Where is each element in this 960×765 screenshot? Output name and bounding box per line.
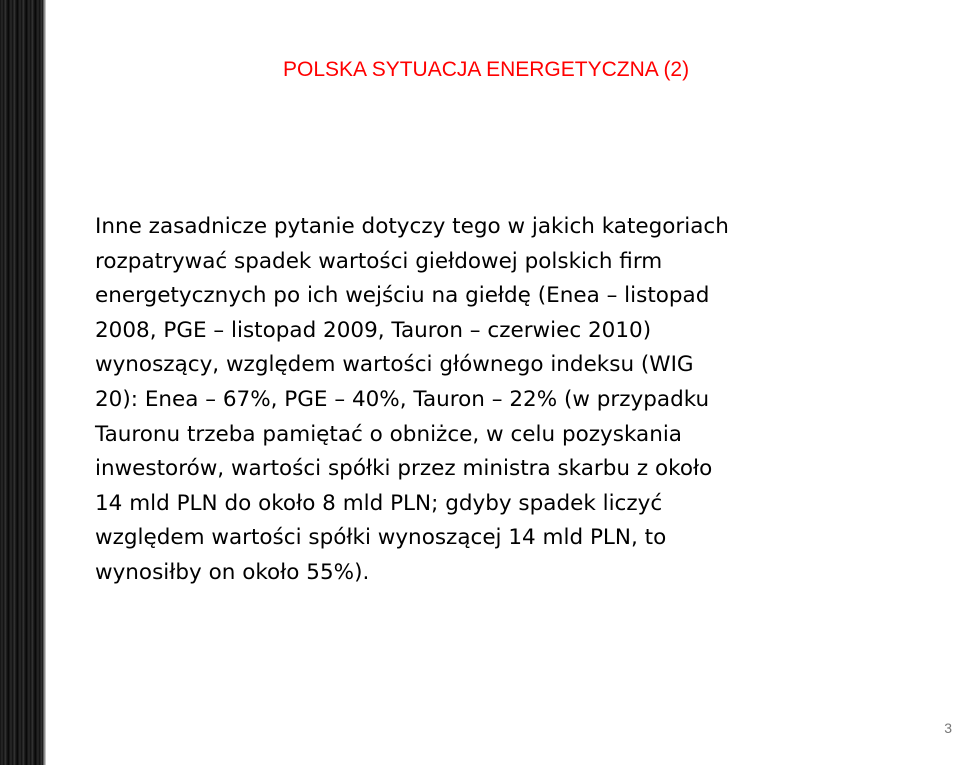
body-line: Inne zasadnicze pytanie dotyczy tego w jakich kategoriach bbox=[95, 214, 729, 239]
body-line: 2008, PGE – listopad 2009, Tauron – czerwiec 2010) bbox=[95, 317, 652, 343]
decorative-left-strip bbox=[0, 0, 46, 765]
slide-title: POLSKA SYTUACJA ENERGETYCZNA (2) bbox=[283, 58, 690, 81]
body-line: 20): Enea – 67%, PGE – 40%, Tauron – 22% (w przypadku bbox=[95, 386, 710, 412]
body-line: inwestorów, wartości spółki przez ministra skarbu z około bbox=[95, 456, 713, 482]
body-line: energetycznych po ich wejściu na giełdę (Enea – listopad bbox=[95, 283, 710, 309]
body-line: wynoszący, względem wartości głównego indeksu (WIG bbox=[95, 352, 694, 378]
body-line: 14 mld PLN do około 8 mld PLN; gdyby spadek liczyć bbox=[95, 490, 663, 516]
body-line: wynosiłby on około 55%). bbox=[95, 559, 370, 585]
body-line: Tauronu trzeba pamiętać o obniżce, w celu pozyskania bbox=[95, 421, 682, 447]
slide-number: 3 bbox=[944, 720, 952, 736]
body-line: rozpatrywać spadek wartości giełdowej polskich firm bbox=[95, 248, 663, 274]
body-line: względem wartości spółki wynoszącej 14 mld PLN, to bbox=[95, 525, 667, 551]
slide-body bbox=[95, 210, 950, 591]
